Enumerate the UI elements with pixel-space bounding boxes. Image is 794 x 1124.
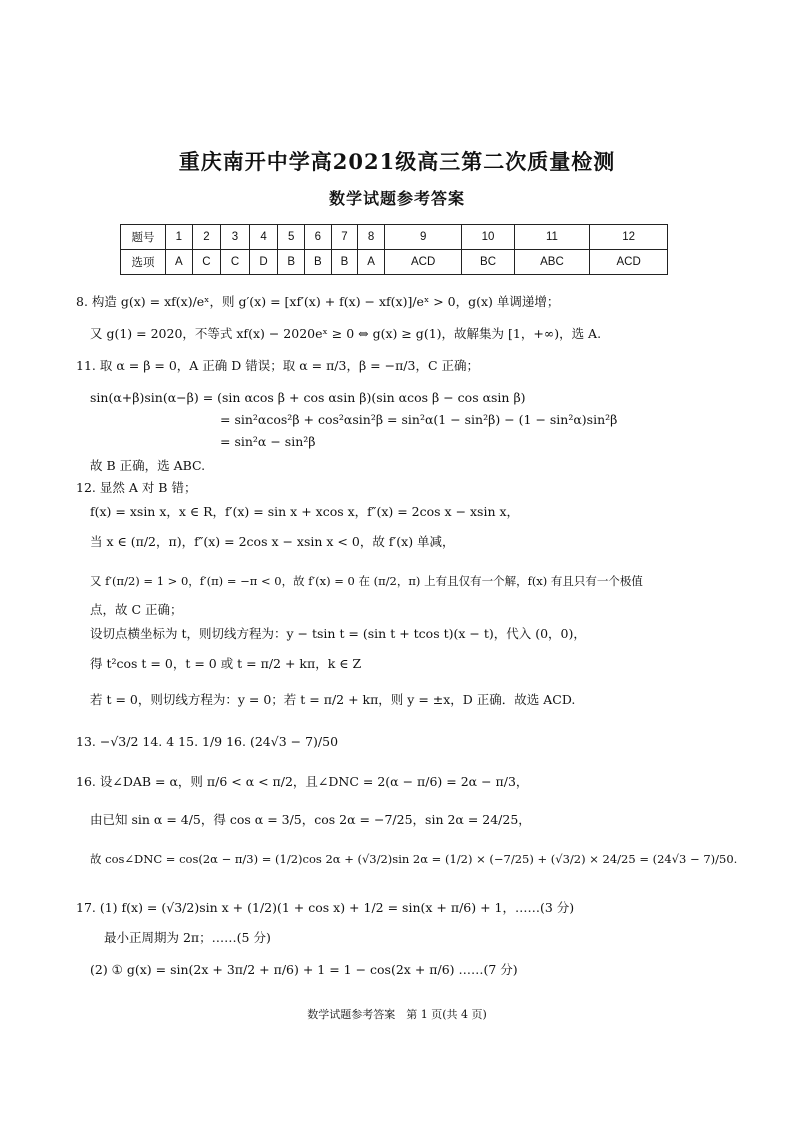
question-number: 10 — [462, 225, 514, 250]
solution-line: 点，故 C 正确； — [90, 602, 183, 617]
solution-line: 由已知 sin α = 4/5，得 cos α = 3/5，cos 2α = −7/25，sin 2α = 24/25， — [90, 812, 531, 827]
solution-line: f(x) = xsin x，x ∈ R，f′(x) = sin x + xcos x，f″(x) = 2cos x − xsin x， — [90, 504, 520, 519]
answer-cell: B — [278, 250, 305, 275]
number-row-label: 题号 — [121, 225, 166, 250]
page-subtitle: 数学试题参考答案 — [328, 189, 465, 208]
solution-line: sin(α+β)sin(α−β) = (sin αcos β + cos αsin β)(sin αcos β − cos αsin β) — [90, 390, 526, 405]
solution-line: 又 f′(π/2) = 1 > 0，f′(π) = −π < 0，故 f′(x) = 0 在 (π/2，π) 上有且仅有一个解，f(x) 有且只有一个极值 — [90, 574, 643, 588]
answer-cell: B — [331, 250, 358, 275]
answer-table-number-row — [121, 225, 668, 250]
answer-table-answer-row — [121, 250, 668, 275]
solution-line: 故 B 正确，选 ABC. — [90, 458, 206, 473]
solution-line: 16. 设∠DAB = α，则 π/6 < α < π/2，且∠DNC = 2(α − π/6) = 2α − π/3， — [76, 774, 529, 789]
solution-line: 11. 取 α = β = 0，A 正确 D 错误；取 α = π/3，β = −π/3，C 正确； — [76, 358, 480, 373]
solution-line: 最小正周期为 2π；……(5 分) — [104, 930, 271, 945]
solution-line: 设切点横坐标为 t，则切线方程为：y − tsin t = (sin t + tcos t)(x − t)，代入 (0，0)， — [90, 626, 586, 641]
answer-cell: A — [358, 250, 385, 275]
solution-line: = sin²αcos²β + cos²αsin²β = sin²α(1 − sin²β) − (1 − sin²α)sin²β — [220, 412, 618, 427]
question-number: 4 — [249, 225, 278, 250]
question-number: 2 — [192, 225, 221, 250]
question-number: 9 — [384, 225, 462, 250]
answer-table — [120, 224, 668, 275]
page-footer: 数学试题参考答案 第 1 页(共 4 页) — [307, 1008, 487, 1021]
question-number: 12 — [590, 225, 668, 250]
question-number: 6 — [304, 225, 331, 250]
fill-in-answers: 13. −√3/2 14. 4 15. 1/9 16. (24√3 − 7)/50 — [76, 734, 339, 749]
solution-line: 当 x ∈ (π/2，π)，f″(x) = 2cos x − xsin x < 0，故 f′(x) 单减， — [90, 534, 455, 549]
answer-cell: ACD — [590, 250, 668, 275]
solution-line: 若 t = 0，则切线方程为：y = 0；若 t = π/2 + kπ，则 y = ±x，D 正确．故选 ACD. — [90, 692, 576, 707]
question-number: 8 — [358, 225, 385, 250]
solution-line: = sin²α − sin²β — [220, 434, 316, 449]
question-number: 5 — [278, 225, 305, 250]
question-number: 7 — [331, 225, 358, 250]
answer-cell: C — [221, 250, 250, 275]
page-title: 重庆南开中学高2021级高三第二次质量检测 — [178, 149, 616, 174]
solution-line: 得 t²cos t = 0，t = 0 或 t = π/2 + kπ，k ∈ Z — [90, 656, 362, 671]
solution-line: 17. (1) f(x) = (√3/2)sin x + (1/2)(1 + cos x) + 1/2 = sin(x + π/6) + 1，……(3 分) — [76, 900, 575, 915]
solution-line: (2) ① g(x) = sin(2x + 3π/2 + π/6) + 1 = 1 − cos(2x + π/6) ……(7 分) — [90, 962, 518, 977]
answer-cell: D — [249, 250, 278, 275]
answer-cell: C — [192, 250, 221, 275]
answer-row-label: 选项 — [121, 250, 166, 275]
solution-line: 故 cos∠DNC = cos(2α − π/3) = (1/2)cos 2α + (√3/2)sin 2α = (1/2) × (−7/25) + (√3/2) × 24/25 = (24√3 − 7)/50. — [90, 852, 738, 866]
answer-cell: A — [166, 250, 193, 275]
question-number: 1 — [166, 225, 193, 250]
solution-line: 又 g(1) = 2020，不等式 xf(x) − 2020eˣ ≥ 0 ⇔ g(x) ≥ g(1)，故解集为 [1，+∞)，选 A. — [90, 326, 602, 341]
answer-cell: BC — [462, 250, 514, 275]
answer-cell: ABC — [514, 250, 590, 275]
question-number: 3 — [221, 225, 250, 250]
solution-line: 8. 构造 g(x) = xf(x)/eˣ，则 g′(x) = [xf′(x) + f(x) − xf(x)]/eˣ > 0，g(x) 单调递增； — [76, 294, 560, 309]
question-number: 11 — [514, 225, 590, 250]
answer-cell: ACD — [384, 250, 462, 275]
answer-cell: B — [304, 250, 331, 275]
solution-line: 12. 显然 A 对 B 错； — [76, 480, 197, 495]
